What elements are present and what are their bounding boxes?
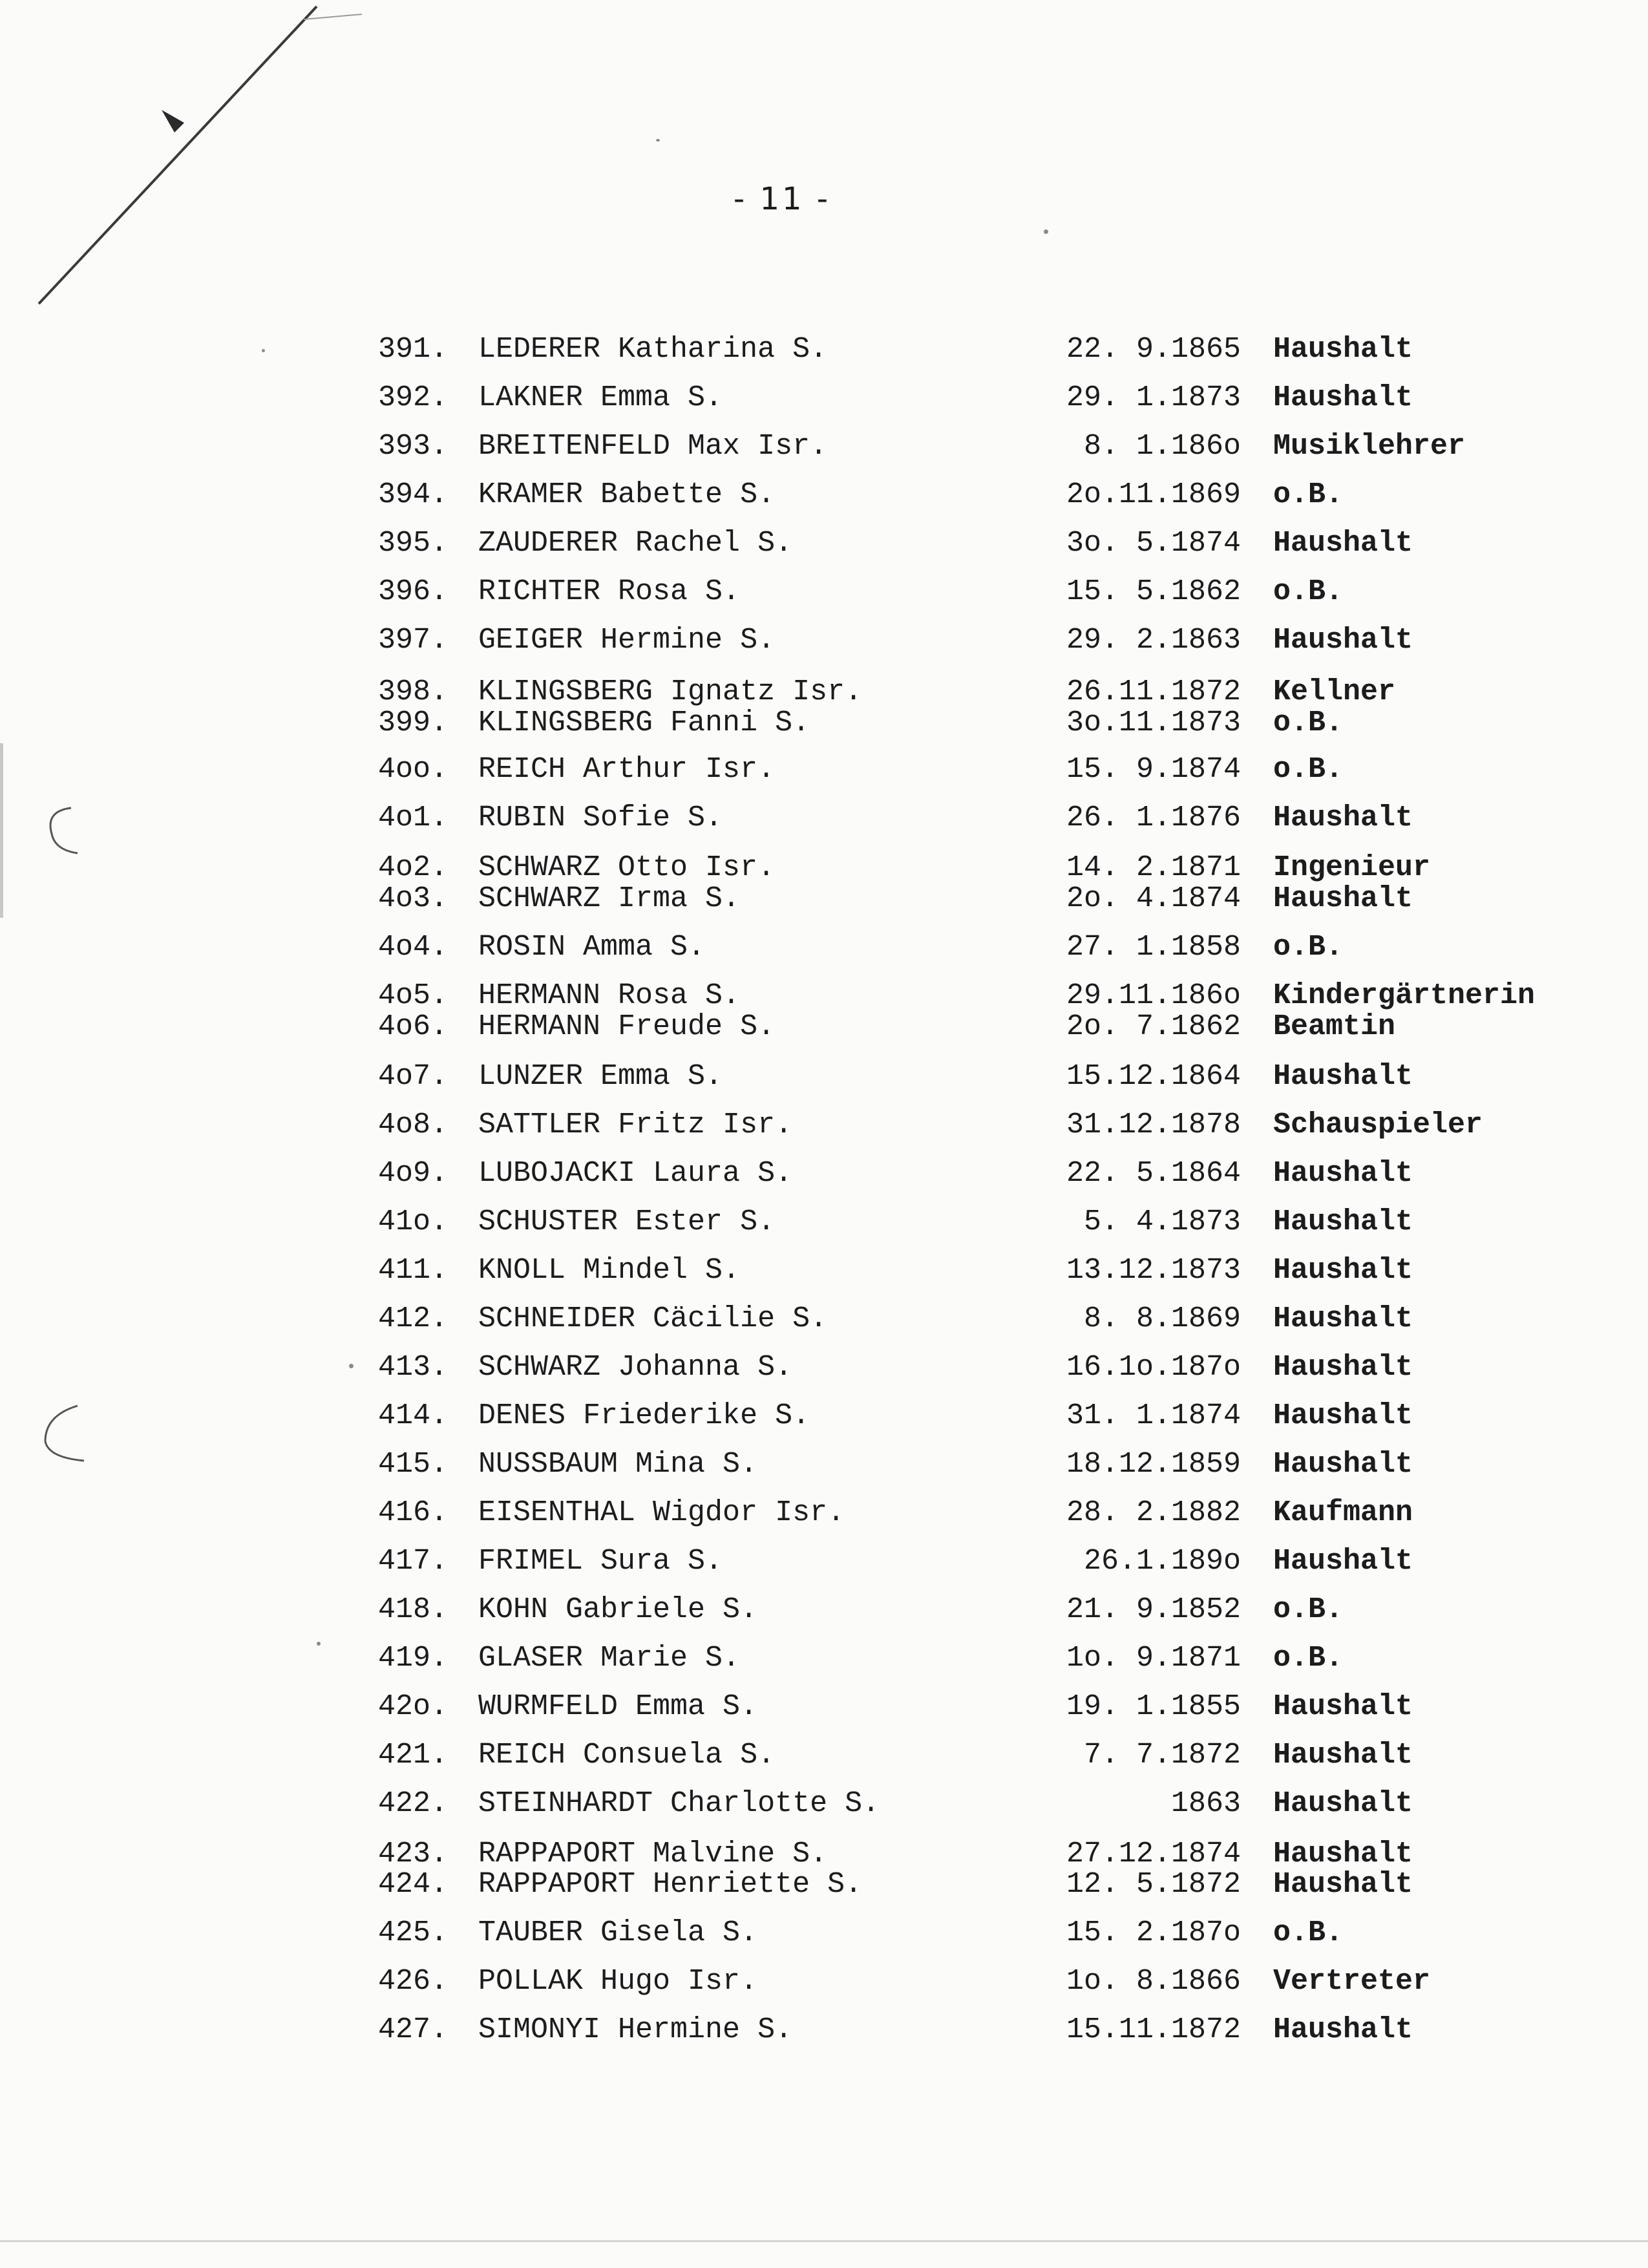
entry-number: 4o8. <box>378 1108 449 1141</box>
birth-date: 26. 1.1876 <box>1066 801 1241 834</box>
roster-row <box>0 1057 1648 1097</box>
roster-row <box>0 378 1648 418</box>
roster-row <box>0 1202 1648 1242</box>
birth-date: 15. 5.1862 <box>1066 575 1241 608</box>
birth-date: 18.12.1859 <box>1066 1448 1241 1481</box>
entry-number: 414. <box>378 1399 449 1432</box>
occupation: Haushalt <box>1273 1690 1413 1723</box>
birth-date: 12. 5.1872 <box>1066 1868 1241 1901</box>
person-name: LEDERER Katharina S. <box>478 333 828 366</box>
roster-row <box>0 1865 1648 1905</box>
birth-date: 22. 5.1864 <box>1066 1157 1241 1190</box>
entry-number: 425. <box>378 1916 449 1949</box>
entry-number: 392. <box>378 381 449 414</box>
roster-row <box>0 1396 1648 1436</box>
person-name: ZAUDERER Rachel S. <box>478 527 793 560</box>
occupation: o.B. <box>1273 1642 1344 1675</box>
roster-row <box>0 1348 1648 1388</box>
birth-date: 28. 2.1882 <box>1066 1496 1241 1529</box>
occupation: Haushalt <box>1273 1254 1413 1287</box>
birth-date: 8. 8.1869 <box>1083 1302 1241 1335</box>
entry-number: 422. <box>378 1787 449 1820</box>
person-name: SCHWARZ Otto Isr. <box>478 851 776 884</box>
occupation: Beamtin <box>1273 1010 1396 1043</box>
entry-number: 42o. <box>378 1690 449 1723</box>
entry-number: 4o2. <box>378 851 449 884</box>
occupation: Haushalt <box>1273 1448 1413 1481</box>
birth-date: 31. 1.1874 <box>1066 1399 1241 1432</box>
speck <box>1044 229 1048 234</box>
person-name: KNOLL Mindel S. <box>478 1254 741 1287</box>
entry-number: 398. <box>378 675 449 708</box>
person-name: KLINGSBERG Ignatz Isr. <box>478 675 863 708</box>
entry-number: 4o3. <box>378 882 449 915</box>
entry-number: 396. <box>378 575 449 608</box>
occupation: o.B. <box>1273 1916 1344 1949</box>
birth-date: 31.12.1878 <box>1066 1108 1241 1141</box>
person-name: HERMANN Rosa S. <box>478 979 741 1012</box>
person-name: GLASER Marie S. <box>478 1642 741 1675</box>
birth-date: 15.11.1872 <box>1066 2013 1241 2046</box>
person-name: DENES Friederike S. <box>478 1399 810 1432</box>
page-number: - 11 - <box>733 181 831 217</box>
person-name: GEIGER Hermine S. <box>478 624 776 657</box>
birth-date: 2o. 4.1874 <box>1066 882 1241 915</box>
entry-number: 4oo. <box>378 753 449 786</box>
birth-date: 2o. 7.1862 <box>1066 1010 1241 1043</box>
person-name: POLLAK Hugo Isr. <box>478 1965 758 1998</box>
birth-date: 29.11.186o <box>1066 979 1241 1012</box>
person-name: LUBOJACKI Laura S. <box>478 1157 793 1190</box>
entry-number: 4o6. <box>378 1010 449 1043</box>
birth-date: 29. 2.1863 <box>1066 624 1241 657</box>
birth-date: 1o. 9.1871 <box>1066 1642 1241 1675</box>
birth-date: 7. 7.1872 <box>1083 1739 1241 1772</box>
birth-date: 2o.11.1869 <box>1066 478 1241 511</box>
birth-date: 27.12.1874 <box>1066 1838 1241 1871</box>
occupation: Haushalt <box>1273 527 1413 560</box>
person-name: TAUBER Gisela S. <box>478 1916 758 1949</box>
birth-date: 16.1o.187o <box>1066 1351 1241 1384</box>
person-name: KOHN Gabriele S. <box>478 1593 758 1626</box>
occupation: Kellner <box>1273 675 1396 708</box>
birth-date: 27. 1.1858 <box>1066 931 1241 964</box>
person-name: SATTLER Fritz Isr. <box>478 1108 793 1141</box>
entry-number: 395. <box>378 527 449 560</box>
occupation: Haushalt <box>1273 1157 1413 1190</box>
roster-row <box>0 1638 1648 1679</box>
roster-row <box>0 572 1648 612</box>
occupation: o.B. <box>1273 575 1344 608</box>
person-name: REICH Arthur Isr. <box>478 753 776 786</box>
occupation: Schauspieler <box>1273 1108 1483 1141</box>
occupation: o.B. <box>1273 753 1344 786</box>
birth-date: 3o. 5.1874 <box>1066 527 1241 560</box>
person-name: HERMANN Freude S. <box>478 1010 776 1043</box>
entry-number: 4o5. <box>378 979 449 1012</box>
birth-date: 5. 4.1873 <box>1083 1205 1241 1238</box>
entry-number: 415. <box>378 1448 449 1481</box>
roster-row <box>0 750 1648 790</box>
occupation: Haushalt <box>1273 1399 1413 1432</box>
entry-number: 418. <box>378 1593 449 1626</box>
person-name: NUSSBAUM Mina S. <box>478 1448 758 1481</box>
occupation: Haushalt <box>1273 333 1413 366</box>
roster-row <box>0 427 1648 467</box>
person-name: LUNZER Emma S. <box>478 1060 723 1093</box>
occupation: o.B. <box>1273 931 1344 964</box>
occupation: Haushalt <box>1273 1787 1413 1820</box>
occupation: Haushalt <box>1273 1868 1413 1901</box>
birth-date: 13.12.1873 <box>1066 1254 1241 1287</box>
roster-row <box>0 1687 1648 1727</box>
roster-row <box>0 2010 1648 2050</box>
entry-number: 4o4. <box>378 931 449 964</box>
roster-row <box>0 1735 1648 1775</box>
entry-number: 411. <box>378 1254 449 1287</box>
entry-number: 426. <box>378 1965 449 1998</box>
person-name: SCHWARZ Johanna S. <box>478 1351 793 1384</box>
roster-row <box>0 1251 1648 1291</box>
person-name: WURMFELD Emma S. <box>478 1690 758 1723</box>
roster-row <box>0 1542 1648 1582</box>
roster-row <box>0 330 1648 370</box>
birth-date: 22. 9.1865 <box>1066 333 1241 366</box>
birth-date: 8. 1.186o <box>1083 430 1241 463</box>
entry-number: 413. <box>378 1351 449 1384</box>
speck <box>656 139 660 142</box>
entry-number: 427. <box>378 2013 449 2046</box>
occupation: Haushalt <box>1273 1545 1413 1578</box>
entry-number: 391. <box>378 333 449 366</box>
entry-number: 393. <box>378 430 449 463</box>
entry-number: 399. <box>378 706 449 739</box>
roster-row <box>0 703 1648 743</box>
occupation: Haushalt <box>1273 801 1413 834</box>
occupation: Haushalt <box>1273 624 1413 657</box>
roster-row <box>0 1590 1648 1630</box>
person-name: STEINHARDT Charlotte S. <box>478 1787 880 1820</box>
roster-row <box>0 1962 1648 2002</box>
entry-number: 397. <box>378 624 449 657</box>
birth-date: 19. 1.1855 <box>1066 1690 1241 1723</box>
birth-date: 29. 1.1873 <box>1066 381 1241 414</box>
roster-row <box>0 1154 1648 1194</box>
roster-row <box>0 524 1648 564</box>
entry-number: 41o. <box>378 1205 449 1238</box>
occupation: Haushalt <box>1273 882 1413 915</box>
scan-edge <box>0 2240 1648 2242</box>
roster-row <box>0 620 1648 661</box>
person-name: FRIMEL Sura S. <box>478 1545 723 1578</box>
person-name: EISENTHAL Wigdor Isr. <box>478 1496 845 1529</box>
occupation: Haushalt <box>1273 381 1413 414</box>
occupation: Kindergärtnerin <box>1273 979 1536 1012</box>
person-name: SCHNEIDER Cäcilie S. <box>478 1302 828 1335</box>
occupation: o.B. <box>1273 706 1344 739</box>
birth-date: 21. 9.1852 <box>1066 1593 1241 1626</box>
roster-row <box>0 1007 1648 1047</box>
roster-row <box>0 1913 1648 1953</box>
person-name: RAPPAPORT Malvine S. <box>478 1838 828 1871</box>
birth-date: 1863 <box>1170 1787 1241 1820</box>
roster-row <box>0 1784 1648 1824</box>
birth-date: 15. 9.1874 <box>1066 753 1241 786</box>
birth-date: 26.1.189o <box>1083 1545 1241 1578</box>
person-name: RUBIN Sofie S. <box>478 801 723 834</box>
roster-row <box>0 475 1648 515</box>
roster-row <box>0 798 1648 838</box>
birth-date: 26.11.1872 <box>1066 675 1241 708</box>
occupation: Haushalt <box>1273 1302 1413 1335</box>
occupation: Haushalt <box>1273 1351 1413 1384</box>
birth-date: 1o. 8.1866 <box>1066 1965 1241 1998</box>
entry-number: 394. <box>378 478 449 511</box>
person-name: RICHTER Rosa S. <box>478 575 741 608</box>
entry-number: 423. <box>378 1838 449 1871</box>
roster-row <box>0 1445 1648 1485</box>
person-name: BREITENFELD Max Isr. <box>478 430 828 463</box>
entry-number: 4o1. <box>378 801 449 834</box>
occupation: Ingenieur <box>1273 851 1431 884</box>
occupation: Haushalt <box>1273 1060 1413 1093</box>
person-name: KLINGSBERG Fanni S. <box>478 706 810 739</box>
roster-row <box>0 1105 1648 1145</box>
page-fold-mark <box>0 0 388 323</box>
roster-row <box>0 1493 1648 1533</box>
birth-date: 15. 2.187o <box>1066 1916 1241 1949</box>
birth-date: 15.12.1864 <box>1066 1060 1241 1093</box>
occupation: Haushalt <box>1273 1739 1413 1772</box>
occupation: Haushalt <box>1273 1838 1413 1871</box>
occupation: Haushalt <box>1273 1205 1413 1238</box>
person-name: LAKNER Emma S. <box>478 381 723 414</box>
person-name: SCHUSTER Ester S. <box>478 1205 776 1238</box>
entry-number: 4o9. <box>378 1157 449 1190</box>
person-name: REICH Consuela S. <box>478 1739 776 1772</box>
roster-row <box>0 879 1648 919</box>
person-name: RAPPAPORT Henriette S. <box>478 1868 863 1901</box>
entry-number: 424. <box>378 1868 449 1901</box>
entry-number: 421. <box>378 1739 449 1772</box>
occupation: Musiklehrer <box>1273 430 1466 463</box>
birth-date: 3o.11.1873 <box>1066 706 1241 739</box>
person-name: SCHWARZ Irma S. <box>478 882 741 915</box>
birth-date: 14. 2.1871 <box>1066 851 1241 884</box>
occupation: Kaufmann <box>1273 1496 1413 1529</box>
occupation: Vertreter <box>1273 1965 1431 1998</box>
occupation: o.B. <box>1273 1593 1344 1626</box>
entry-number: 419. <box>378 1642 449 1675</box>
person-name: SIMONYI Hermine S. <box>478 2013 793 2046</box>
entry-number: 417. <box>378 1545 449 1578</box>
roster-row <box>0 927 1648 968</box>
entry-number: 412. <box>378 1302 449 1335</box>
occupation: o.B. <box>1273 478 1344 511</box>
roster-row <box>0 1299 1648 1339</box>
person-name: ROSIN Amma S. <box>478 931 706 964</box>
occupation: Haushalt <box>1273 2013 1413 2046</box>
person-name: KRAMER Babette S. <box>478 478 776 511</box>
entry-number: 4o7. <box>378 1060 449 1093</box>
entry-number: 416. <box>378 1496 449 1529</box>
